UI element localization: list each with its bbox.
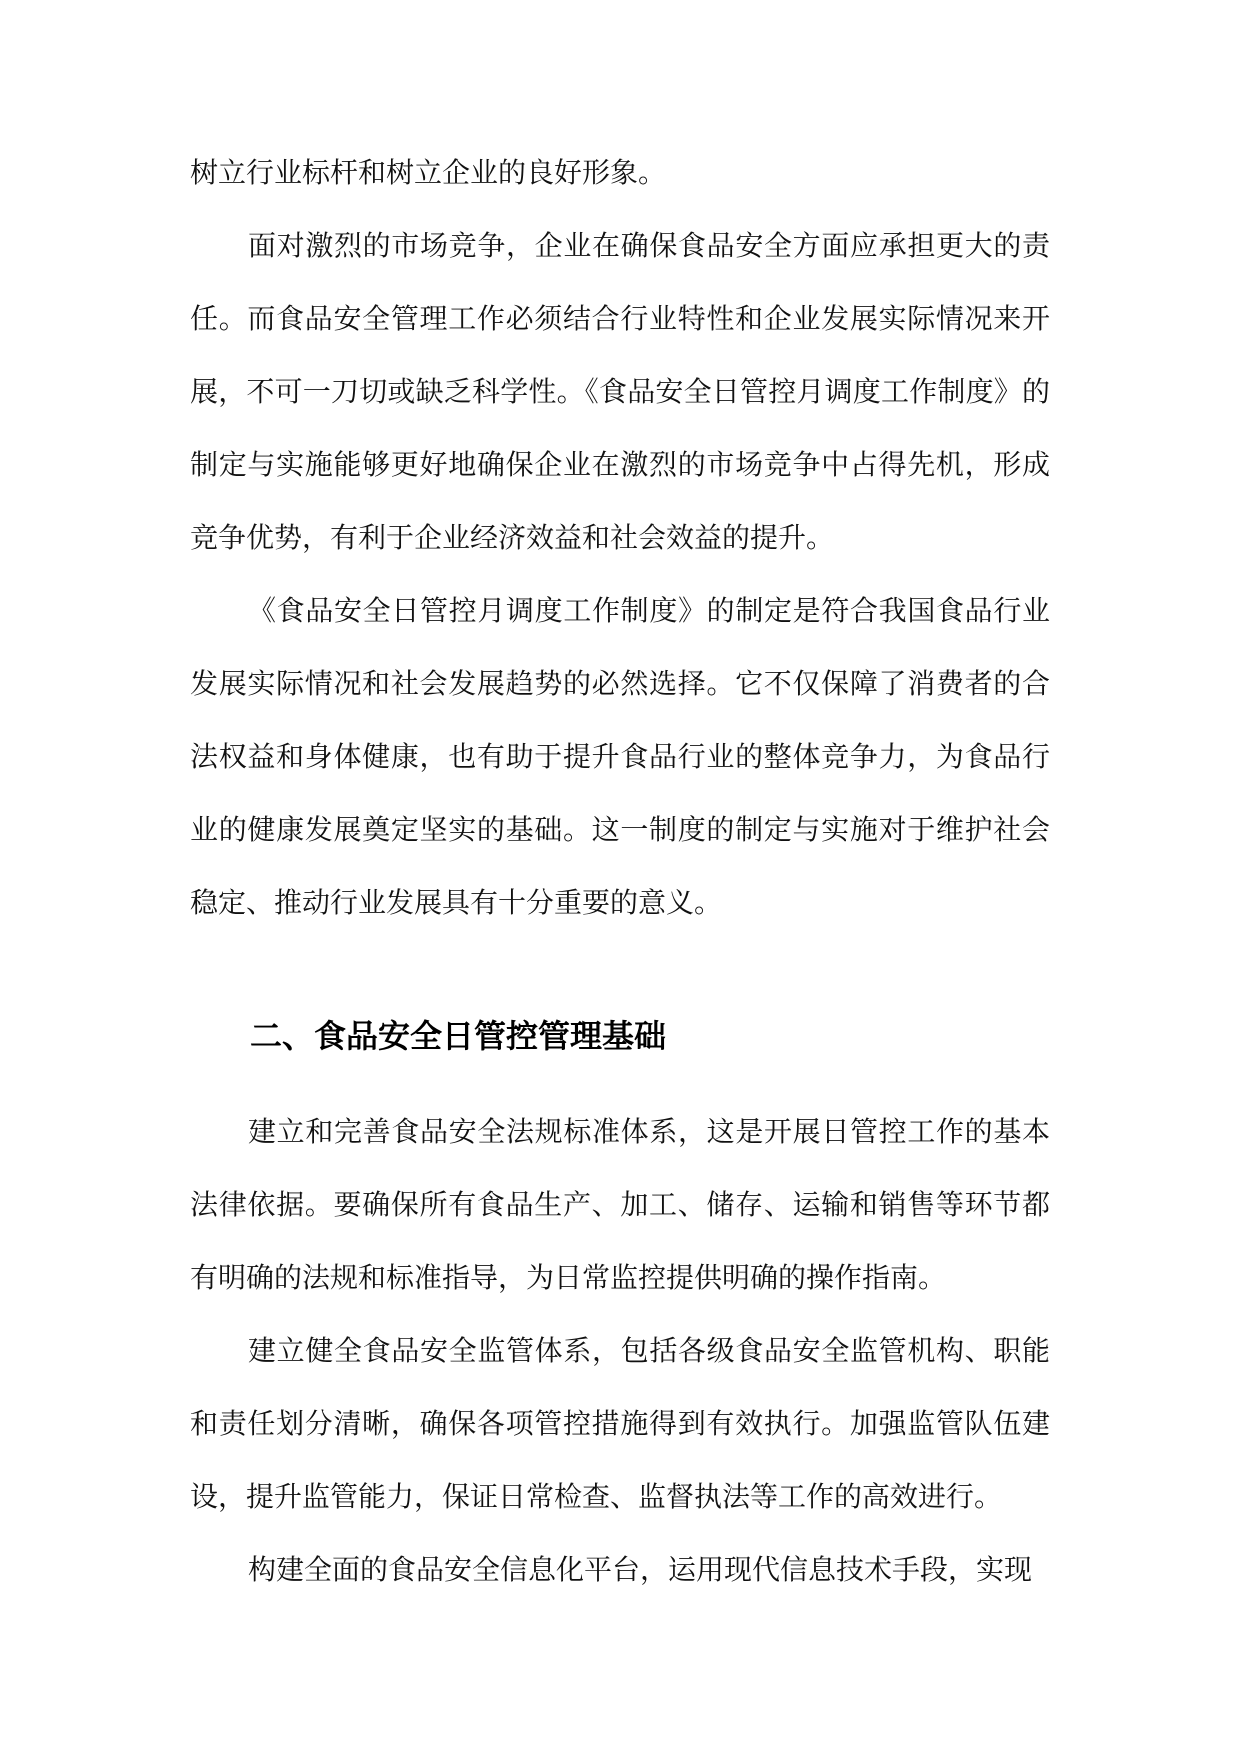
section-one-body — [190, 136, 1050, 939]
paragraph-regulation-standards: 建立和完善食品安全法规标准体系，这是开展日管控工作的基本法律依据。要确保所有食品生产、加工、储存、运输和销售等环节都有明确的法规和标准指导，为日常监控提供明确的操作指南。 — [190, 1115, 1050, 1294]
paragraph-market-competition: 面对激烈的市场竞争，企业在确保食品安全方面应承担更大的责任。而食品安全管理工作必须结合行业特性和企业发展实际情况来开展，不可一刀切或缺乏科学性。《食品安全日管控月调度工作制度》的制定与实施能够更好地确保企业在激烈的市场竞争中占得先机，形成竞争优势，有利于企业经济效益和社会效益的提升。 — [190, 229, 1050, 554]
section-two-body — [190, 1095, 1050, 1606]
section-two-heading: 二、食品安全日管控管理基础 — [250, 1017, 667, 1055]
paragraph-supervision-system: 建立健全食品安全监管体系，包括各级食品安全监管机构、职能和责任划分清晰，确保各项管控措施得到有效执行。加强监管队伍建设，提升监管能力，保证日常检查、监督执法等工作的高效进行。 — [190, 1334, 1050, 1513]
paragraph-continuation: 树立行业标杆和树立企业的良好形象。 — [190, 156, 667, 189]
paragraph-information-platform: 构建全面的食品安全信息化平台，运用现代信息技术手段，实现 — [248, 1553, 1033, 1586]
paragraph-system-significance: 《食品安全日管控月调度工作制度》的制定是符合我国食品行业发展实际情况和社会发展趋势的必然选择。它不仅保障了消费者的合法权益和身体健康，也有助于提升食品行业的整体竞争力，为食品行业的健康发展奠定坚实的基础。这一制度的制定与实施对于维护社会稳定、推动行业发展具有十分重要的意义。 — [190, 594, 1050, 919]
